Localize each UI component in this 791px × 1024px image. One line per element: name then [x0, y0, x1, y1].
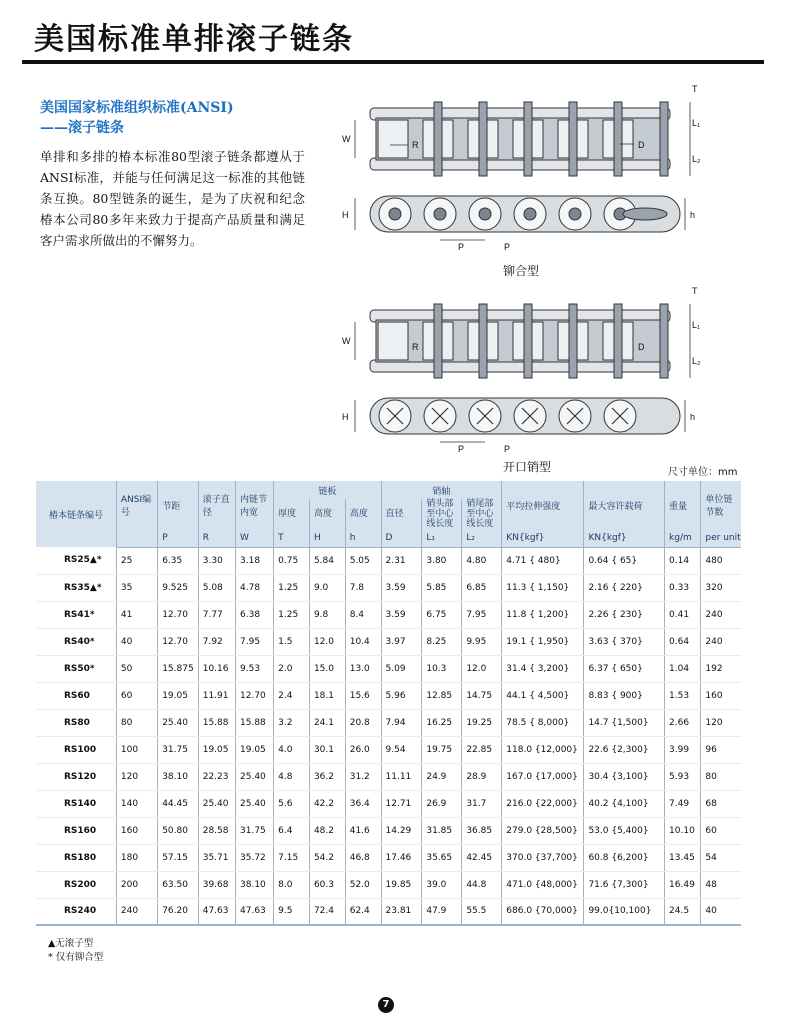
intro-paragraph: 单排和多排的椿本标准80型滚子链条都遵从于ANSI标准，并能与任何满足这一标准的其他链条互换。80型链条的诞生，是为了庆祝和纪念椿本公司80多年来致力于提高产品质量和满足客户需求所做出的不懈努力。 — [40, 149, 305, 248]
table-cell: 19.75 — [422, 736, 462, 763]
table-cell: 7.95 — [236, 628, 274, 655]
table-cell: 35.72 — [236, 844, 274, 871]
table-cell: 4.80 — [462, 547, 502, 574]
table-cell: 3.97 — [381, 628, 422, 655]
table-cell: RS240 — [36, 898, 116, 925]
header-height-H: 高度 — [309, 499, 345, 529]
header-thickness: 厚度 — [274, 499, 310, 529]
label-L1-2: L₁ — [692, 320, 700, 330]
table-cell: 7.77 — [198, 601, 235, 628]
table-cell: 12.70 — [236, 682, 274, 709]
table-cell: 9.53 — [236, 655, 274, 682]
table-row — [36, 574, 741, 601]
table-row — [36, 655, 741, 682]
table-cell: 9.5 — [274, 898, 310, 925]
table-cell: 1.53 — [665, 682, 701, 709]
header-weight: 重量 — [665, 481, 701, 529]
table-cell: RS160 — [36, 817, 116, 844]
table-cell: 167.0 {17,000} — [502, 763, 584, 790]
table-cell: 46.8 — [345, 844, 381, 871]
label-R: R — [412, 140, 419, 150]
unit-thickness: T — [274, 529, 310, 547]
table-cell: 240 — [701, 601, 741, 628]
table-cell: 5.85 — [422, 574, 462, 601]
header-l1: 销头部至中心线长度 — [422, 499, 462, 529]
table-cell: 100 — [116, 736, 157, 763]
table-cell: 47.9 — [422, 898, 462, 925]
table-cell: 216.0 {22,000} — [502, 790, 584, 817]
header-links: 单位链节数 — [701, 481, 741, 529]
table-cell: 279.0 {28,500} — [502, 817, 584, 844]
table-row — [36, 763, 741, 790]
label-h: h — [690, 210, 696, 220]
table-cell: 0.64 { 65} — [584, 547, 665, 574]
header-roller: 滚子直径 — [198, 481, 235, 529]
table-cell: 31.75 — [158, 736, 199, 763]
table-cell: 8.4 — [345, 601, 381, 628]
table-cell: 4.71 { 480} — [502, 547, 584, 574]
table-cell: 35.65 — [422, 844, 462, 871]
table-cell: 22.6 {2,300} — [584, 736, 665, 763]
unit-pitch: P — [158, 529, 199, 547]
table-cell: RS80 — [36, 709, 116, 736]
table-cell: 19.25 — [462, 709, 502, 736]
table-cell: 2.26 { 230} — [584, 601, 665, 628]
spec-table — [36, 481, 741, 926]
table-cell: 28.58 — [198, 817, 235, 844]
table-cell: 1.5 — [274, 628, 310, 655]
table-row — [36, 601, 741, 628]
table-cell: 16.25 — [422, 709, 462, 736]
table-cell: 31.7 — [462, 790, 502, 817]
table-cell: 23.81 — [381, 898, 422, 925]
table-cell: 6.37 { 650} — [584, 655, 665, 682]
table-cell: 12.0 — [309, 628, 345, 655]
label-h-2: h — [690, 412, 696, 422]
table-cell: 14.7 {1,500} — [584, 709, 665, 736]
table-cell: 40 — [116, 628, 157, 655]
table-cell: 24.9 — [422, 763, 462, 790]
table-cell: 15.6 — [345, 682, 381, 709]
table-cell: 16.49 — [665, 871, 701, 898]
table-cell: 11.11 — [381, 763, 422, 790]
table-cell: 5.08 — [198, 574, 235, 601]
table-cell: 240 — [116, 898, 157, 925]
table-row — [36, 817, 741, 844]
table-cell: 38.10 — [236, 871, 274, 898]
label-P-left: P — [458, 242, 465, 252]
table-cell: 60.3 — [309, 871, 345, 898]
table-cell: 31.4 { 3,200} — [502, 655, 584, 682]
unit-tensile: KN{kgf} — [502, 529, 584, 547]
page-number: 7 — [378, 997, 394, 1013]
header-model: 椿本链条编号 — [36, 481, 116, 547]
table-cell: RS41* — [36, 601, 116, 628]
table-cell: 42.2 — [309, 790, 345, 817]
header-pin: 销轴 — [381, 481, 502, 499]
table-cell: 8.83 { 900} — [584, 682, 665, 709]
table-cell: 14.29 — [381, 817, 422, 844]
header-pitch: 节距 — [158, 481, 199, 529]
table-cell: 9.54 — [381, 736, 422, 763]
table-cell: 44.8 — [462, 871, 502, 898]
table-cell: 12.0 — [462, 655, 502, 682]
table-cell: 6.85 — [462, 574, 502, 601]
table-row — [36, 709, 741, 736]
header-inner-width: 内链节内宽 — [236, 481, 274, 529]
table-cell: 20.8 — [345, 709, 381, 736]
unit-height-H: H — [309, 529, 345, 547]
table-row — [36, 736, 741, 763]
table-cell: 10.3 — [422, 655, 462, 682]
table-cell: 2.31 — [381, 547, 422, 574]
table-cell: 10.16 — [198, 655, 235, 682]
table-row — [36, 790, 741, 817]
table-cell: 13.0 — [345, 655, 381, 682]
note-no-roller: ▲无滚子型 — [48, 938, 94, 949]
table-cell: 8.0 — [274, 871, 310, 898]
table-cell: 31.2 — [345, 763, 381, 790]
unit-diameter: D — [381, 529, 422, 547]
table-cell: 54 — [701, 844, 741, 871]
table-cell: 71.6 {7,300} — [584, 871, 665, 898]
table-cell: 19.05 — [236, 736, 274, 763]
table-cell: 15.88 — [198, 709, 235, 736]
label-L2: L₂ — [692, 154, 700, 164]
table-cell: 60 — [116, 682, 157, 709]
label-P-right-2: P — [504, 444, 511, 454]
table-cell: 5.6 — [274, 790, 310, 817]
table-cell: 7.95 — [462, 601, 502, 628]
table-row — [36, 628, 741, 655]
table-cell: 55.5 — [462, 898, 502, 925]
header-l2: 销尾部至中心线长度 — [462, 499, 502, 529]
table-cell: 17.46 — [381, 844, 422, 871]
table-cell: 19.05 — [158, 682, 199, 709]
table-cell: 140 — [116, 790, 157, 817]
table-cell: RS40* — [36, 628, 116, 655]
table-cell: 10.4 — [345, 628, 381, 655]
table-cell: 80 — [116, 709, 157, 736]
label-L1: L₁ — [692, 118, 700, 128]
table-cell: 50.80 — [158, 817, 199, 844]
table-cell: 5.84 — [309, 547, 345, 574]
table-cell: 12.70 — [158, 628, 199, 655]
table-cell: RS200 — [36, 871, 116, 898]
table-cell: 47.63 — [198, 898, 235, 925]
table-cell: 9.8 — [309, 601, 345, 628]
table-cell: 30.4 {3,100} — [584, 763, 665, 790]
table-cell: 39.68 — [198, 871, 235, 898]
table-cell: RS50* — [36, 655, 116, 682]
table-cell: 19.85 — [381, 871, 422, 898]
table-cell: 1.25 — [274, 574, 310, 601]
table-cell: 13.45 — [665, 844, 701, 871]
table-cell: 26.9 — [422, 790, 462, 817]
table-cell: 60.8 {6,200} — [584, 844, 665, 871]
table-cell: 11.91 — [198, 682, 235, 709]
table-cell: 3.99 — [665, 736, 701, 763]
table-cell: 78.5 { 8,000} — [502, 709, 584, 736]
table-cell: 192 — [701, 655, 741, 682]
table-cell: 3.18 — [236, 547, 274, 574]
table-cell: 7.49 — [665, 790, 701, 817]
table-cell: 39.0 — [422, 871, 462, 898]
unit-weight: kg/m — [665, 529, 701, 547]
table-cell: 68 — [701, 790, 741, 817]
table-cell: 99.0{10,100} — [584, 898, 665, 925]
table-cell: 25 — [116, 547, 157, 574]
table-cell: 35 — [116, 574, 157, 601]
table-cell: 48.2 — [309, 817, 345, 844]
table-row — [36, 898, 741, 925]
table-cell: 6.38 — [236, 601, 274, 628]
header-max-load: 最大容许载荷 — [584, 481, 665, 529]
label-W-2: W — [342, 336, 351, 346]
table-cell: RS180 — [36, 844, 116, 871]
table-cell: 36.2 — [309, 763, 345, 790]
table-cell: 5.05 — [345, 547, 381, 574]
unit-max-load: KN{kgf} — [584, 529, 665, 547]
table-cell: 62.4 — [345, 898, 381, 925]
table-cell: 19.05 — [198, 736, 235, 763]
table-cell: 24.1 — [309, 709, 345, 736]
table-cell: 180 — [116, 844, 157, 871]
table-cell: 370.0 {37,700} — [502, 844, 584, 871]
unit-height-h: h — [345, 529, 381, 547]
table-cell: 31.75 — [236, 817, 274, 844]
riveted-type-caption: 铆合型 — [503, 264, 540, 278]
table-cell: 3.2 — [274, 709, 310, 736]
table-cell: 38.10 — [158, 763, 199, 790]
table-cell: 9.95 — [462, 628, 502, 655]
note-riveted-only: * 仅有铆合型 — [48, 952, 104, 963]
table-cell: 5.09 — [381, 655, 422, 682]
table-cell: 9.0 — [309, 574, 345, 601]
table-cell: 57.15 — [158, 844, 199, 871]
table-cell: 76.20 — [158, 898, 199, 925]
label-H-2: H — [342, 412, 349, 422]
header-height-h: 高度 — [345, 499, 381, 529]
table-cell: 0.33 — [665, 574, 701, 601]
table-cell: 7.8 — [345, 574, 381, 601]
label-T-2: T — [692, 286, 698, 296]
table-cell: 2.4 — [274, 682, 310, 709]
table-cell: 7.94 — [381, 709, 422, 736]
table-cell: 160 — [701, 682, 741, 709]
table-cell: RS140 — [36, 790, 116, 817]
label-D-2: D — [638, 342, 645, 352]
table-cell: RS25▲* — [36, 547, 116, 574]
table-cell: 4.8 — [274, 763, 310, 790]
table-cell: 5.96 — [381, 682, 422, 709]
table-cell: 25.40 — [236, 790, 274, 817]
table-cell: 25.40 — [158, 709, 199, 736]
table-cell: 0.64 — [665, 628, 701, 655]
table-cell: 2.66 — [665, 709, 701, 736]
label-R-2: R — [412, 342, 419, 352]
label-T: T — [692, 84, 698, 94]
table-cell: 44.1 { 4,500} — [502, 682, 584, 709]
table-cell: RS35▲* — [36, 574, 116, 601]
table-cell: 15.88 — [236, 709, 274, 736]
table-cell: 2.16 { 220} — [584, 574, 665, 601]
table-cell: 7.15 — [274, 844, 310, 871]
table-cell: 0.14 — [665, 547, 701, 574]
label-P-left-2: P — [458, 444, 465, 454]
table-cell: 15.0 — [309, 655, 345, 682]
unit-roller: R — [198, 529, 235, 547]
header-tensile: 平均拉伸强度 — [502, 481, 584, 529]
cotter-pin-chain-diagram — [330, 282, 700, 457]
page-title: 美国标准单排滚子链条 — [34, 22, 354, 57]
table-cell: 36.4 — [345, 790, 381, 817]
table-cell: 12.70 — [158, 601, 199, 628]
table-cell: 120 — [701, 709, 741, 736]
table-cell: 0.75 — [274, 547, 310, 574]
table-cell: 240 — [701, 628, 741, 655]
cotter-pin-type-caption: 开口销型 — [503, 460, 552, 474]
table-cell: 1.25 — [274, 601, 310, 628]
table-cell: 52.0 — [345, 871, 381, 898]
unit-links: per unit — [701, 529, 741, 547]
table-cell: 686.0 {70,000} — [502, 898, 584, 925]
table-cell: 25.40 — [198, 790, 235, 817]
table-cell: 28.9 — [462, 763, 502, 790]
table-cell: 40 — [701, 898, 741, 925]
table-cell: 3.30 — [198, 547, 235, 574]
unit-inner-width: W — [236, 529, 274, 547]
table-cell: 42.45 — [462, 844, 502, 871]
table-cell: 4.0 — [274, 736, 310, 763]
table-cell: 80 — [701, 763, 741, 790]
table-row — [36, 871, 741, 898]
table-cell: 4.78 — [236, 574, 274, 601]
label-W: W — [342, 134, 351, 144]
table-cell: 40.2 {4,100} — [584, 790, 665, 817]
table-cell: 41 — [116, 601, 157, 628]
table-cell: 320 — [701, 574, 741, 601]
table-cell: 471.0 {48,000} — [502, 871, 584, 898]
section-subtitle — [40, 98, 234, 138]
table-cell: 15.875 — [158, 655, 199, 682]
table-cell: 18.1 — [309, 682, 345, 709]
table-cell: 10.10 — [665, 817, 701, 844]
table-cell: RS100 — [36, 736, 116, 763]
subtitle-line-1: 美国国家标准组织标准(ANSI) — [40, 100, 234, 116]
unit-l1: L₁ — [422, 529, 462, 547]
subtitle-line-2: ——滚子链条 — [40, 120, 124, 136]
table-cell: 19.1 { 1,950} — [502, 628, 584, 655]
header-link-plate: 链板 — [274, 481, 381, 499]
table-cell: 14.75 — [462, 682, 502, 709]
table-cell: 12.71 — [381, 790, 422, 817]
table-cell: 72.4 — [309, 898, 345, 925]
table-cell: 120 — [116, 763, 157, 790]
header-diameter: 直径 — [381, 499, 422, 529]
table-cell: 48 — [701, 871, 741, 898]
table-row — [36, 844, 741, 871]
table-cell: 26.0 — [345, 736, 381, 763]
table-cell: 44.45 — [158, 790, 199, 817]
table-cell: 3.80 — [422, 547, 462, 574]
table-cell: 35.71 — [198, 844, 235, 871]
table-cell: 60 — [701, 817, 741, 844]
table-cell: 7.92 — [198, 628, 235, 655]
riveted-chain-diagram — [330, 80, 700, 255]
table-cell: 24.5 — [665, 898, 701, 925]
table-cell: 480 — [701, 547, 741, 574]
table-cell: 200 — [116, 871, 157, 898]
table-cell: RS60 — [36, 682, 116, 709]
table-cell: 54.2 — [309, 844, 345, 871]
table-cell: 3.63 { 370} — [584, 628, 665, 655]
table-cell: 36.85 — [462, 817, 502, 844]
table-cell: 11.3 { 1,150} — [502, 574, 584, 601]
table-row — [36, 682, 741, 709]
table-cell: 118.0 {12,000} — [502, 736, 584, 763]
table-cell: 5.93 — [665, 763, 701, 790]
table-cell: 30.1 — [309, 736, 345, 763]
table-cell: 63.50 — [158, 871, 199, 898]
table-cell: RS120 — [36, 763, 116, 790]
table-cell: 96 — [701, 736, 741, 763]
label-P-right: P — [504, 242, 511, 252]
table-cell: 12.85 — [422, 682, 462, 709]
table-cell: 22.85 — [462, 736, 502, 763]
title-rule — [22, 60, 764, 64]
table-cell: 8.25 — [422, 628, 462, 655]
label-L2-2: L₂ — [692, 356, 700, 366]
table-cell: 25.40 — [236, 763, 274, 790]
spec-table-body — [36, 547, 741, 925]
table-cell: 6.4 — [274, 817, 310, 844]
table-cell: 11.8 { 1,200} — [502, 601, 584, 628]
table-row — [36, 547, 741, 574]
table-cell: 6.75 — [422, 601, 462, 628]
table-cell: 41.6 — [345, 817, 381, 844]
table-cell: 9.525 — [158, 574, 199, 601]
table-cell: 31.85 — [422, 817, 462, 844]
label-H: H — [342, 210, 349, 220]
table-cell: 2.0 — [274, 655, 310, 682]
table-cell: 53.0 {5,400} — [584, 817, 665, 844]
table-cell: 160 — [116, 817, 157, 844]
header-ansi: ANSI编号 — [116, 481, 157, 529]
table-cell: 50 — [116, 655, 157, 682]
table-cell: 3.59 — [381, 574, 422, 601]
table-cell: 3.59 — [381, 601, 422, 628]
table-cell: 6.35 — [158, 547, 199, 574]
table-cell: 1.04 — [665, 655, 701, 682]
label-D: D — [638, 140, 645, 150]
unit-note: 尺寸单位：mm — [668, 467, 738, 478]
table-cell: 22.23 — [198, 763, 235, 790]
unit-l2: L₂ — [462, 529, 502, 547]
table-cell: 47.63 — [236, 898, 274, 925]
table-cell: 0.41 — [665, 601, 701, 628]
